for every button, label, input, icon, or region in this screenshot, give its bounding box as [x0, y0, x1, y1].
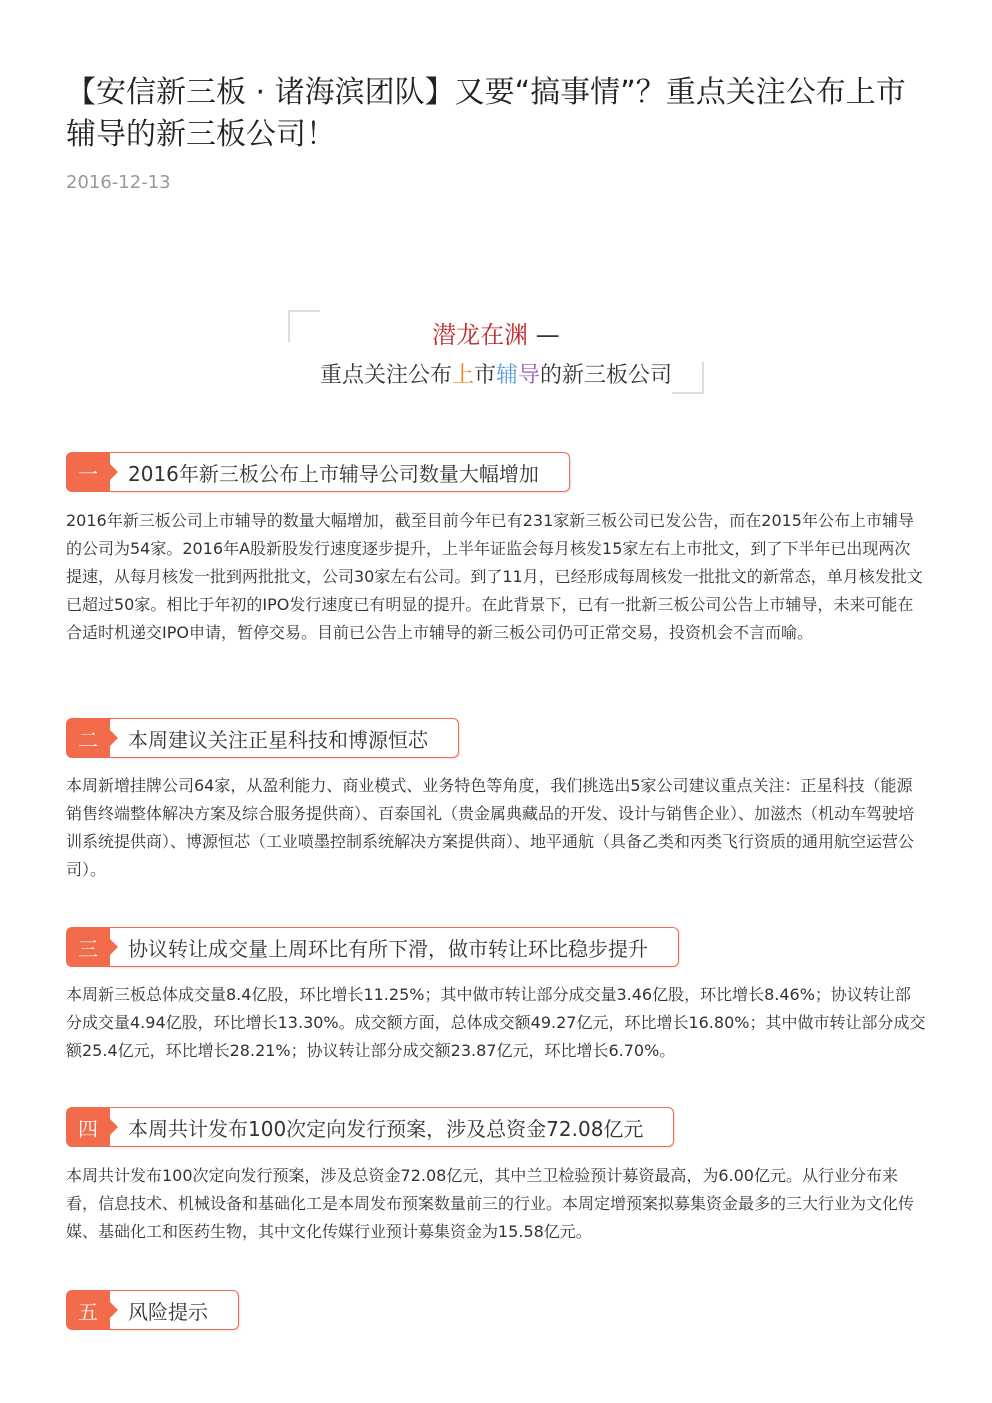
section-header-3: [66, 927, 679, 967]
section-body-1: 2016年新三板公司上市辅导的数量大幅增加，截至目前今年已有231家新三板公司已发公告，而在2015年公布上市辅导的公司为54家。2016年A股新股发行速度逐步提升，上半年证监会每月核发15家左右上市批文，到了下半年已出现两次提速，从每月核发一批到两批批文，公司30家左右公司。到了11月，已经形成每周核发一批批文的新常态，单月核发批文已超过50家。相比于年初的IPO发行速度已有明显的提升。在此背景下，已有一批新三板公司公告上市辅导，未来可能在合适时机递交IPO申请，暂停交易。目前已公告上市辅导的新三板公司仍可正常交易，投资机会不言而喻。: [66, 511, 923, 642]
section-number-badge: 五: [66, 1290, 110, 1330]
section-body-2: 本周新增挂牌公司64家，从盈利能力、商业模式、业务特色等角度，我们挑选出5家公司建议重点关注：正星科技（能源销售终端整体解决方案及综合服务提供商）、百泰国礼（贵金属典藏品的开发、设计与销售企业）、加滋杰（机动车驾驶培训系统提供商）、博源恒芯（工业喷墨控制系统解决方案提供商）、地平通航（具备乙类和丙类飞行资质的通用航空运营公司）。: [66, 776, 915, 879]
section-body-3: 本周新三板总体成交量8.4亿股，环比增长11.25%；其中做市转让部分成交量3.46亿股，环比增长8.46%；协议转让部分成交量4.94亿股，环比增长13.30%。成交额方面，总体成交额49.27亿元，环比增长16.80%；其中做市转让部分成交额25.4亿元，环比增长28.21%；协议转让部分成交额23.87亿元，环比增长6.70%。: [66, 985, 926, 1060]
section-header-2: [66, 718, 459, 758]
section-title: 2016年新三板公布上市辅导公司数量大幅增加: [110, 452, 570, 492]
section-header-4: [66, 1107, 674, 1147]
banner-dash: —: [528, 321, 560, 349]
banner-text-d: 辅: [496, 363, 519, 388]
section-number-badge: 二: [66, 718, 110, 758]
section-header-5: [66, 1290, 239, 1330]
article-date: 2016-12-13: [66, 172, 171, 193]
section-title: 本周建议关注正星科技和博源恒芯: [110, 718, 459, 758]
article-title: 【安信新三板 · 诸海滨团队】又要“搞事情”？重点关注公布上市辅导的新三板公司！: [66, 75, 906, 152]
banner-red-text: 潜龙在渊: [432, 321, 529, 349]
section-number-badge: 四: [66, 1107, 110, 1147]
banner: [288, 310, 704, 394]
banner-line-2: [288, 360, 704, 392]
banner-text-a: 重点关注公布: [319, 363, 452, 388]
section-number-badge: 三: [66, 927, 110, 967]
banner-text-b: 上: [451, 363, 474, 388]
banner-text-f: 的新三板公司: [540, 363, 673, 388]
section-number-badge: 一: [66, 452, 110, 492]
section-body-4: 本周共计发布100次定向发行预案，涉及总资金72.08亿元，其中兰卫检验预计募资最高，为6.00亿元。从行业分布来看，信息技术、机械设备和基础化工是本周发布预案数量前三的行业。本周定增预案拟募集资金最多的三大行业为文化传媒、基础化工和医药生物，其中文化传媒行业预计募集资金为15.58亿元。: [66, 1166, 915, 1241]
banner-line-1: [288, 318, 704, 352]
section-title: 风险提示: [110, 1290, 239, 1330]
banner-text-c: 市: [473, 363, 496, 388]
banner-text-e: 导: [518, 363, 541, 388]
section-title: 本周共计发布100次定向发行预案，涉及总资金72.08亿元: [110, 1107, 674, 1147]
section-header-1: [66, 452, 570, 492]
section-title: 协议转让成交量上周环比有所下滑，做市转让环比稳步提升: [110, 927, 679, 967]
